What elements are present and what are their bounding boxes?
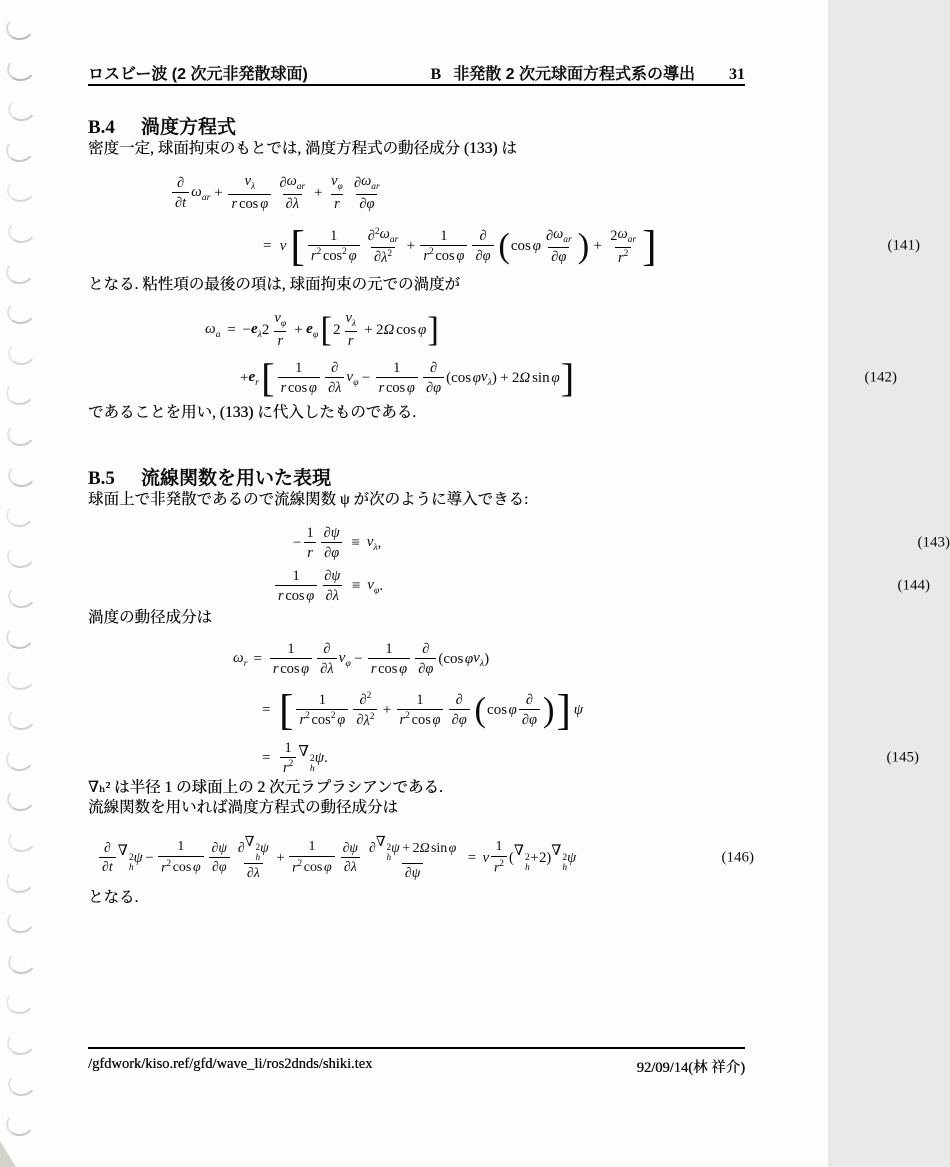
paragraph-intro-141: 密度一定, 球面拘束のもとでは, 渦度方程式の動径成分 (133) は [88, 140, 517, 157]
page-footer [88, 1047, 745, 1077]
binder-ring [6, 1070, 37, 1098]
paragraph-after-146: となる. [88, 889, 139, 906]
binder-ring [6, 217, 37, 245]
header-section-label [431, 61, 695, 84]
paragraph-intro-146: 流線関数を用いれば渦度方程式の動径成分は [88, 799, 399, 816]
paragraph-laplacian-note: ∇ₕ² は半径 1 の球面上の 2 次元ラプラシアンである. [88, 779, 443, 796]
section-heading-b4 [88, 112, 745, 139]
binder-ring [5, 907, 36, 935]
binder-ring [4, 1110, 35, 1138]
binder-ring [5, 542, 36, 570]
binder-ring [6, 461, 37, 489]
binder-ring [4, 501, 35, 529]
header-section-letter: B [430, 66, 442, 83]
equation-number: (145) [886, 749, 919, 766]
binder-ring [4, 989, 35, 1017]
binder-ring [4, 258, 35, 286]
paragraph-after-141: となる. 粘性項の最後の項は, 球面拘束の元での渦度が [88, 276, 461, 293]
equation-number: (144) [897, 577, 930, 594]
section-heading-b5 [88, 463, 745, 490]
binder-ring [6, 95, 37, 123]
equation-143-144: − $\frac{1}{r}$ $\frac{\partial\psi}{\partial\varphi}$ ≡ $v_\lambda$ , (143) 1 r cos φ $\frac{\partial\psi}{\partial\lambda}$ ≡ $v_\varphi$ . (144) [88, 522, 745, 608]
binder-ring [5, 420, 36, 448]
equation-146: $\frac{\partial}{\partial t}$ ∇ 2 h ψ − 1 $r^2$ cos φ $\frac{\partial\psi}{\partial\varphi}$ ∂ ∇ 2 h ψ ∂λ + 1 $r^2$ cos φ $\frac{\partial\psi}{\partial\lambda}$ ∂ ∇ 2 h ψ + 2 Ω sin φ ∂ψ = ν $\frac{1}{r^2}$ ( ∇ 2 h + 2 ) ∇ 2 h ψ (146) [88, 828, 745, 888]
equation-number: (142) [864, 369, 897, 386]
binder-ring [5, 664, 36, 692]
binder-ring [6, 339, 37, 367]
binder-ring [4, 136, 35, 164]
paragraph-intro-143: 球面上で非発散であるので流線関数 ψ が次のように導入できる: [88, 491, 529, 508]
binder-ring [4, 867, 35, 895]
paragraph-intro-145: 渦度の動径成分は [88, 609, 213, 626]
equation-141: $\frac{\partial}{\partial t}$ $\omega_{ar}$ + $v_\lambda$ r cos φ ∂ $\omega_{ar}$ ∂λ + $\frac{v_\varphi}{r}$ ∂ $\omega_{ar}$ ∂φ = ν [ 1 $r^2$ $\cos^2$ φ ∂$^2$ $\omega_{ar}$ ∂ $\lambda^2$ + 1 $r^2$ cos φ $\frac{\partial}{\partial\varphi}$ ( cos φ ∂ $\omega_{ar}$ ∂φ ) + 2 $\omega_{ar}$ $r^2$ ] (141) [88, 169, 745, 275]
binder-ring [6, 583, 37, 611]
paragraph-after-142: であることを用い, (133) に代入したものである. [88, 404, 417, 421]
section-title: 流線関数を用いた表現 [140, 468, 331, 489]
header-section-title: 非発散 2 次元球面方程式系の導出 [453, 66, 695, 83]
page-header [88, 0, 745, 86]
binder-ring [4, 745, 35, 773]
header-section-group [431, 61, 745, 84]
equation-142: $\omega_a$ = − $e_\lambda$ 2 $\frac{v_\varphi}{r}$ + $e_\varphi$ [ 2 $\frac{v_\lambda}{r}$ + 2 Ω cos φ ] + $e_r$ [ 1 r cos φ $\frac{\partial}{\partial\lambda}$ $v_\varphi$ − 1 r cos φ $\frac{\partial}{\partial\varphi}$ ( cos φ $v_\lambda$ ) + 2 Ω sin φ ] (142) [205, 310, 897, 400]
section-title: 渦度方程式 [140, 117, 236, 138]
binder-ring [5, 786, 36, 814]
footer-file-path: /gfdwork/kiso.ref/gfd/wave_li/ros2dnds/shiki.tex [88, 1056, 373, 1072]
page-content [88, 0, 950, 908]
header-running-title: ロスビー波 (2 次元非発散球面) [88, 66, 308, 83]
binder-ring [6, 826, 37, 854]
section-number: B.4 [88, 117, 115, 138]
binder-ring [4, 623, 35, 651]
equation-number: (146) [721, 849, 754, 866]
binder-ring [5, 1029, 36, 1057]
page-number: 31 [729, 66, 745, 83]
section-number: B.5 [88, 468, 115, 489]
binder-ring [5, 55, 36, 83]
equation-145: $\omega_r$ = 1 r cos φ $\frac{\partial}{\partial\lambda}$ $v_\varphi$ − 1 r cos φ $\frac{\partial}{\partial\varphi}$ ( cos φ $v_\lambda$ ) = [ 1 $r^2$ $\cos^2$ φ ∂$^2$ ∂ $\lambda^2$ + 1 $r^2$ cos φ $\frac{\partial}{\partial\varphi}$ ( cos φ $\frac{\partial}{\partial\varphi}$ ) ] ψ = $\frac{1}{r^2}$ ∇ 2 h ψ . (145) [233, 641, 919, 777]
binder-ring [5, 177, 36, 205]
binder-ring [4, 380, 35, 408]
equation-number: (141) [887, 237, 920, 254]
binder-ring [6, 948, 37, 976]
binder-ring [4, 14, 35, 42]
page-corner-artifact [0, 1141, 16, 1167]
binder-ring [5, 298, 36, 326]
equation-number: (143) [917, 534, 950, 551]
footer-date-author: 92/09/14(林 祥介) [636, 1060, 745, 1076]
binder-ring [6, 704, 37, 732]
